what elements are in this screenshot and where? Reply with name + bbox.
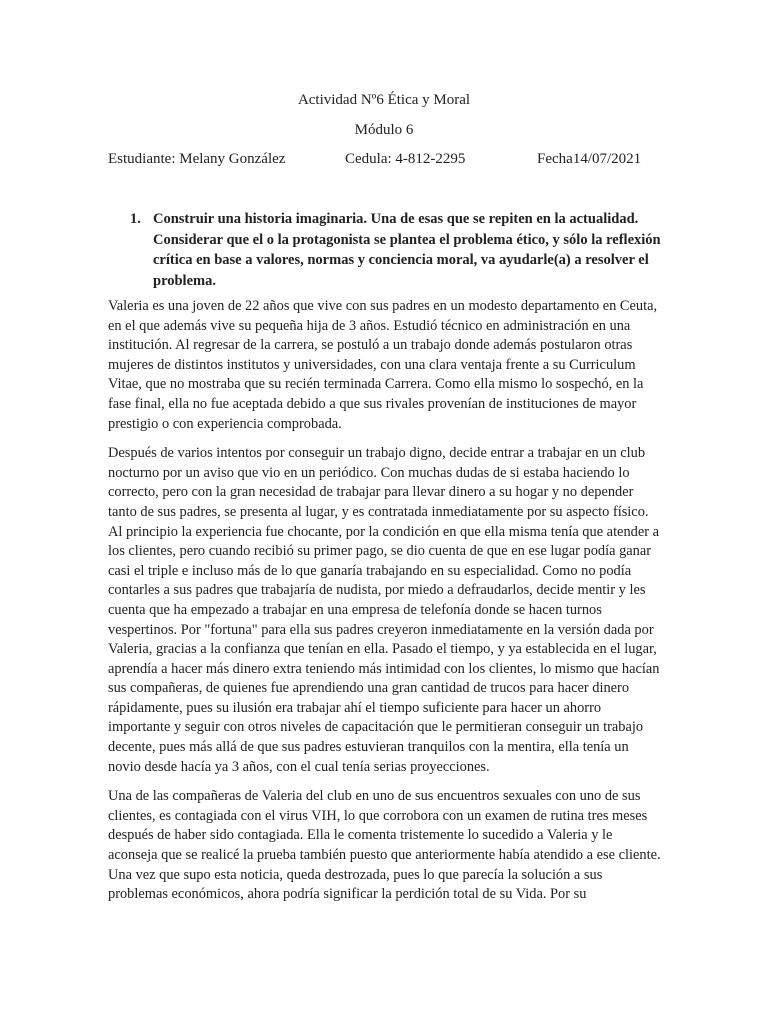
question-item [130, 209, 670, 291]
module-label: Módulo 6 [354, 122, 414, 138]
paragraph: Una de las compañeras de Valeria del club en uno de sus encuentros sexuales con uno de sus clientes, es contagiada con el virus VIH, lo que corrobora con un examen de rutina tres meses después de haber sido contagiada. Ella le comenta tristemente lo sucedido a Valeria y le aconseja que se realicé la prueba también puesto que anteriormente había atendido a ese cliente. Una vez que supo esta noticia, queda destrozada, pues lo que parecía la solución a sus problemas económicos, ahora podría significar la perdición total de su Vida. Por su [108, 788, 661, 903]
question-number: 1. [130, 211, 141, 227]
student-name: Estudiante: Melany González [108, 151, 286, 167]
student-id: Cedula: 4-812-2295 [345, 151, 466, 167]
date: Fecha14/07/2021 [537, 151, 642, 167]
story-body [108, 297, 664, 915]
document-title: Actividad Nº6 Ética y Moral [297, 92, 471, 108]
question-text: Construir una historia imaginaria. Una de esas que se repiten en la actualidad. Considerar que el o la protagonista se plantea el problema ético, y sólo la reflexión crítica en base a valores, normas y conciencia moral, va ayudarle(a) a resolver el problema. [153, 211, 661, 289]
paragraph: Después de varios intentos por conseguir un trabajo digno, decide entrar a trabajar en un club nocturno por un aviso que vio en un periódico. Con muchas dudas de si estaba haciendo lo correcto, pero con la gran necesidad de trabajar para llevar dinero a su hogar y no depender tanto de sus padres, se presenta al lugar, y es contratada inmediatamente por su aspecto físico. Al principio la experiencia fue chocante, por la condición en que ella misma tenía que atender a los clientes, pero cuando recibió su primer pago, se dio cuenta de que en ese lugar podía ganar casi el triple e incluso más de lo que ganaría trabajando en su especialidad. Como no podía contarles a sus padres que trabajaría de nudista, por miedo a defraudarlos, decide mentir y les cuenta que ha empezado a trabajar en una empresa de telefonía donde se hacen turnos vespertinos. Por "fortuna" para ella sus padres creyeron inmediatamente en la versión dada por Valeria, gracias a la confianza que tenían en ella. Pasado el tiempo, y ya establecida en el lugar, aprendía a hacer más dinero extra teniendo más intimidad con los clientes, lo mismo que hacían sus compañeras, de quienes fue aprendiendo una gran cantidad de trucos para hacer dinero rápidamente, pues su ilusión era trabajar ahí el tiempo suficiente para hacer un ahorro importante y seguir con otros niveles de capacitación que le permitieran conseguir un trabajo decente, pues más allá de que sus padres estuvieran tranquilos con la mentira, ella tenía un novio desde hacía ya 3 años, con el cual tenía serias proyecciones. [108, 445, 660, 775]
paragraph: Valeria es una joven de 22 años que vive con sus padres en un modesto departamento en Ceuta, en el que además vive su pequeña hija de 3 años. Estudió técnico en administración en una institución. Al regresar de la carrera, se postuló a un trabajo donde además postularon otras mujeres de distintos institutos y universidades, con una clara ventaja frente a su Curriculum Vitae, que no mostraba que su recién terminada Carrera. Como ella mismo lo sospechó, en la fase final, ella no fue aceptada debido a que sus rivales provenían de instituciones de mayor prestigio o con experiencia comprobada. [108, 298, 658, 432]
